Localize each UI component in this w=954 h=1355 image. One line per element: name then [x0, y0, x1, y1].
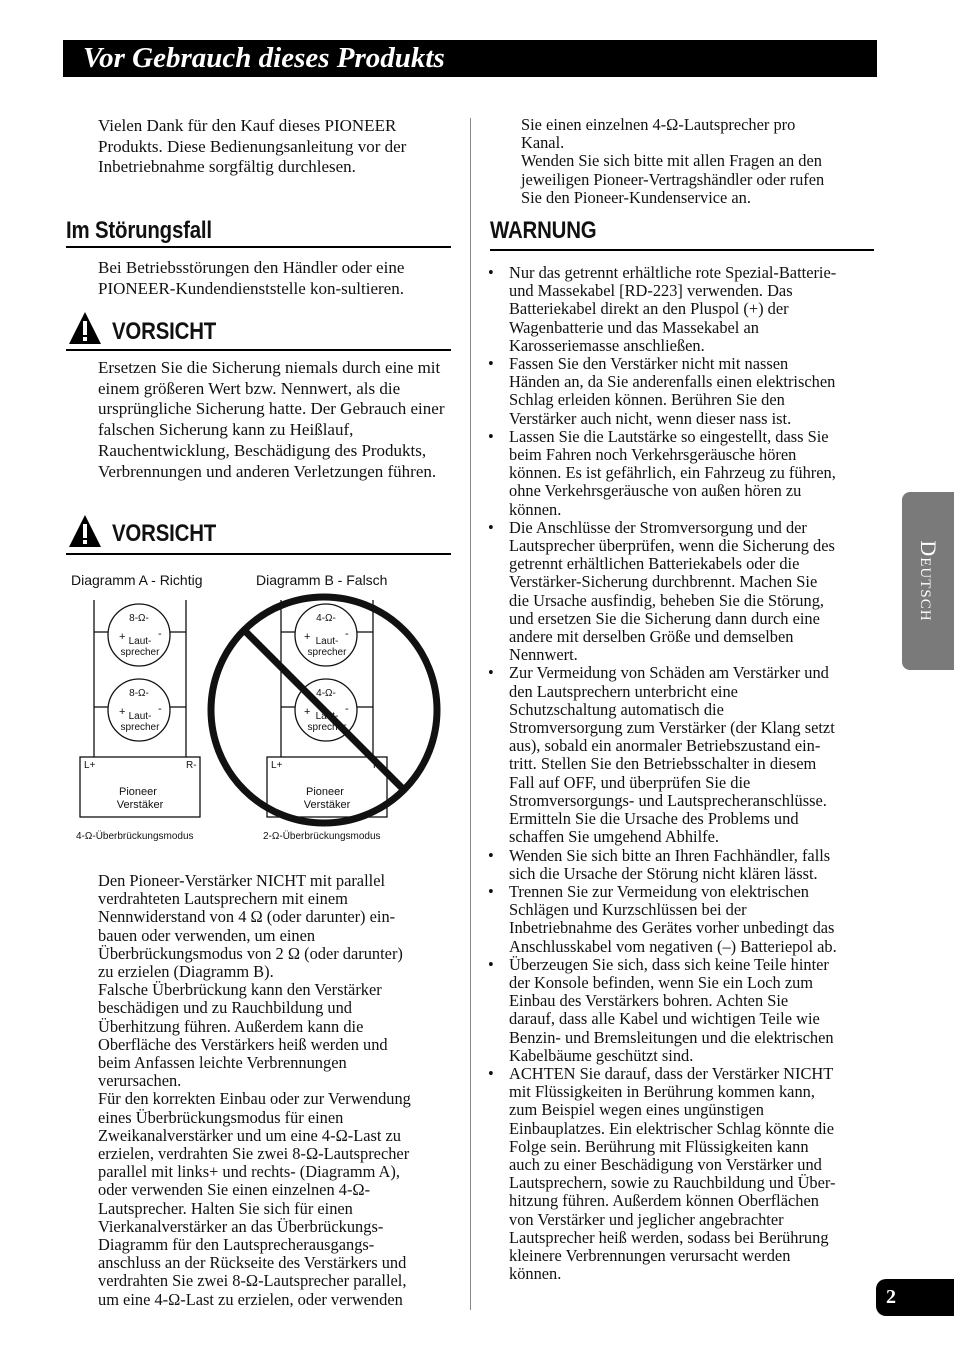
- text-line: Wagenbatterie und das Massekabel an: [509, 317, 759, 337]
- text-line: verursachen.: [98, 1071, 182, 1091]
- text-line: Schlägen und Kurzschlüssen bei der: [509, 900, 747, 920]
- warnung-item: [486, 956, 876, 1065]
- text-line: Kanal.: [521, 133, 565, 153]
- text-line: eines Überbrückungsmodus für einen: [98, 1107, 344, 1127]
- text-line: um eine 4-Ω-Last zu erzielen, oder verwenden: [98, 1289, 403, 1309]
- speaker-label: Laut-: [128, 711, 152, 722]
- speaker-minus: -: [158, 628, 162, 640]
- text-line: zu erzielen (Diagramm B).: [98, 962, 274, 981]
- text-line: hitzung führen. Außerdem können Oberflächen: [509, 1191, 819, 1211]
- speaker-ohm: 8-Ω-: [129, 613, 149, 624]
- terminal-r-minus: R-: [373, 760, 384, 771]
- text-line: Zweikanalverstärker und um eine 4-Ω-Last zu: [98, 1125, 401, 1145]
- text-line: Verstärker auch nicht, wenn dieser nass ist.: [509, 408, 792, 428]
- text-line: Karosseriemasse anschließen.: [509, 335, 705, 355]
- speaker-minus: -: [345, 628, 349, 640]
- text-line: erzielen, verdrahten Sie zwei 8-Ω-Lautsprecher: [98, 1144, 410, 1163]
- speaker-label: Laut-: [128, 636, 152, 647]
- text-line: • ACHTEN Sie darauf, dass der Verstärker NICHT: [509, 1063, 834, 1083]
- column-divider: [470, 118, 471, 1310]
- terminal-l-plus: L+: [271, 760, 283, 771]
- heading-vorsicht-2: VORSICHT: [112, 520, 217, 547]
- amp-label: Verstäker: [116, 799, 164, 811]
- speaker-label: sprecher: [307, 647, 347, 658]
- text-line: • Fassen Sie den Verstärker nicht mit nassen: [509, 354, 789, 374]
- heading-rule: [490, 249, 874, 251]
- text-line: Inbetriebnahme des Gerätes vorher unbedingt das: [509, 918, 835, 938]
- text-line: • Zur Vermeidung von Schäden am Verstärker und: [509, 663, 829, 683]
- page-number-box: [876, 1279, 954, 1316]
- text-line: Den Pioneer-Verstärker NICHT mit parallel: [98, 871, 386, 890]
- speaker-ohm: 8-Ω-: [129, 688, 149, 699]
- text-line: Händen an, da Sie anderenfalls einen elektrischen: [509, 372, 836, 392]
- diagram-a-mode: 4-Ω-Überbrückungsmodus: [76, 831, 194, 842]
- text-line: • Die Anschlüsse der Stromversorgung und der: [509, 517, 807, 537]
- speaker-label: Laut-: [315, 636, 339, 647]
- diagram-b-mode: 2-Ω-Überbrückungsmodus: [263, 831, 381, 842]
- text-line: Einbauplatzes. Ein elektrischer Schlag könnte die: [509, 1118, 834, 1138]
- text-line: ohne Verkehrsgeräusche von außen hören zu: [509, 481, 802, 501]
- amp-label: Pioneer: [119, 786, 157, 798]
- terminal-l-plus: L+: [84, 760, 96, 771]
- heading-rule: [66, 246, 451, 248]
- vorsicht-1-text: Ersetzen Sie die Sicherung niemals durch eine mit einem größeren Wert bzw. Nennwert, als die ursprüngliche Sicherung hatte. Der Gebrauch einer falschen Sicherung kann zu Heißlauf, Rauchentwicklung, Beschädigung des Produkts, Verbrennungen und anderen Verletzungen führen.: [98, 358, 445, 481]
- stoerungsfall-text: Bei Betriebsstörungen den Händler oder eine PIONEER-Kundendienststelle kon-sultieren.: [98, 258, 405, 298]
- warnung-item: [486, 264, 876, 355]
- text-line: der Konsole befinden, wenn Sie ein Loch zum: [509, 972, 814, 992]
- text-line: • Lassen Sie die Lautstärke so eingestellt, dass Sie: [509, 426, 829, 446]
- text-line: können. Es ist gefährlich, ein Fahrzeug zu führen,: [509, 463, 836, 483]
- text-line: Wenden Sie sich bitte mit allen Fragen an den: [521, 151, 822, 171]
- text-line: sich die Ursache der Störung nicht klären lässt.: [509, 863, 818, 883]
- text-line: Überhitzung führen. Außerdem kann die: [98, 1016, 364, 1036]
- text-line: Sie einen einzelnen 4-Ω-Lautsprecher pro: [521, 115, 796, 134]
- text-line: Anschlusskabel vom negativen (–) Batteriepol ab.: [509, 936, 837, 956]
- speaker-plus: +: [119, 706, 126, 718]
- heading-rule: [66, 349, 451, 351]
- heading-warnung: WARNUNG: [490, 217, 597, 244]
- text-line: • Wenden Sie sich bitte an Ihren Fachhändler, falls: [509, 845, 831, 865]
- text-line: Überbrückungsmodus von 2 Ω (oder darunter): [98, 943, 403, 963]
- speaker-wiring-diagram: [66, 560, 456, 860]
- speaker-label: Laut-: [315, 711, 339, 722]
- warnung-item: [486, 847, 876, 883]
- text-line: darauf, dass alle Kabel und wichtigen Teile wie: [509, 1009, 820, 1029]
- text-line: und Massekabel [RD-223] verwenden. Das: [509, 281, 793, 301]
- text-line: verdrahten Sie zwei 8-Ω-Lautsprecher parallel,: [98, 1271, 407, 1291]
- speaker-plus: +: [119, 631, 126, 643]
- text-line: Sie den Pioneer-Kundenservice an.: [521, 187, 751, 207]
- text-line: mit Flüssigkeiten in Berührung kommen kann,: [509, 1082, 815, 1102]
- text-line: Für den korrekten Einbau oder zur Verwendung: [98, 1089, 411, 1109]
- text-line: Vierkanalverstärker an das Überbrückungs-: [98, 1216, 384, 1236]
- text-line: oder verwenden Sie einen einzelnen 4-Ω-: [98, 1180, 371, 1200]
- intro-text: Vielen Dank für den Kauf dieses PIONEER Produkts. Diese Bedienungsanleitung vor der Inbetriebnahme sorgfältig durchlesen.: [98, 116, 407, 177]
- text-line: den Lautsprechern unterbricht eine: [509, 681, 738, 701]
- warning-triangle-icon: [68, 311, 102, 345]
- text-line: beschädigen und zu Rauchbildung und: [98, 998, 352, 1018]
- language-tab: [902, 492, 954, 670]
- text-line: schaffen Sie umgehend Abhilfe.: [509, 827, 719, 847]
- text-line: die Ursache ausfindig, beheben Sie die Störung,: [509, 590, 824, 610]
- warning-triangle-icon: [68, 514, 102, 548]
- text-line: Falsche Überbrückung kann den Verstärker: [98, 980, 382, 1000]
- text-line: anschluss an der Rückseite des Verstärkers und: [98, 1253, 407, 1273]
- text-line: Benzin- und Bremsleitungen und die elektrischen: [509, 1027, 834, 1047]
- speaker-ohm: 4-Ω-: [316, 613, 336, 624]
- text-line: parallel mit links+ und rechts- (Diagramm A),: [98, 1162, 400, 1182]
- text-line: • Nur das getrennt erhältliche rote Spezial-Batterie-: [509, 263, 837, 282]
- amp-label: Verstäker: [303, 799, 351, 811]
- text-line: Lautsprecher. Halten Sie sich für einen: [98, 1198, 353, 1218]
- speaker-plus: +: [304, 631, 311, 643]
- text-line: Lautsprechern, sowie zu Rauchbildung und Über-: [509, 1173, 836, 1193]
- text-line: • Trennen Sie zur Vermeidung von elektrischen: [509, 881, 809, 901]
- warnung-item: [486, 664, 876, 846]
- speaker-minus: -: [158, 703, 162, 715]
- text-line: Lautsprecher heiß werden, sodass bei Berührung: [509, 1227, 829, 1247]
- text-line: Kabelbäume geschützt sind.: [509, 1045, 694, 1065]
- text-line: Nennwert.: [509, 645, 578, 665]
- speaker-label: sprecher: [120, 647, 160, 658]
- speaker-label: sprecher: [307, 722, 347, 733]
- text-line: Schlag erleiden können. Berühren Sie den: [509, 390, 785, 410]
- warnung-item: [486, 883, 876, 956]
- text-line: Fall auf OFF, und überprüfen Sie die: [509, 772, 751, 792]
- terminal-r-minus: R-: [186, 760, 197, 771]
- warnung-item: [486, 519, 876, 665]
- text-line: Verstärker-Sicherung durchbrennt. Machen Sie: [509, 572, 818, 592]
- warnung-item: [486, 1065, 876, 1283]
- text-line: • Überzeugen Sie sich, dass sich keine Teile hinter: [509, 954, 829, 974]
- text-line: auch zu einer Beschädigung von Verstärker und: [509, 1154, 822, 1174]
- title-bar: [63, 40, 877, 77]
- text-line: tritt. Stellen Sie den Betriebsschalter in diesem: [509, 754, 817, 774]
- text-line: Ermitteln Sie die Ursache des Problems und: [509, 809, 799, 829]
- language-tab-label: Deutsch: [916, 540, 941, 622]
- text-line: Stromversorgungs- und Lautsprecheranschlüsse.: [509, 790, 827, 810]
- page-number: 2: [886, 1286, 896, 1308]
- amp-label: Pioneer: [306, 786, 344, 798]
- warnung-item: [486, 428, 876, 519]
- text-line: können.: [509, 499, 562, 519]
- text-line: andere mit derselben Größe und demselben: [509, 627, 794, 647]
- text-line: kleinere Verbrennungen verursacht werden: [509, 1245, 791, 1265]
- text-line: aus), sobald ein anormaler Betriebszustand ein-: [509, 736, 821, 756]
- text-line: getrennt erhältlichen Batteriekabels oder die: [509, 554, 800, 574]
- text-line: verdrahteten Lautsprechern mit einem: [98, 889, 348, 909]
- warnung-item: [486, 355, 876, 428]
- text-line: Stromversorgung zum Verstärker (der Klang setzt: [509, 718, 835, 738]
- diagram-a: [80, 600, 200, 817]
- text-line: jeweiligen Pioneer-Vertragshändler oder rufen: [521, 169, 825, 189]
- text-line: bauen oder verwenden, um einen: [98, 925, 316, 945]
- text-line: Nennwiderstand von 4 Ω (oder darunter) ein-: [98, 907, 396, 927]
- text-line: zum Beispiel wegen eines ungünstigen: [509, 1100, 764, 1120]
- text-line: können.: [509, 1264, 562, 1284]
- diagram-b-label: Diagramm B - Falsch: [256, 572, 388, 588]
- speaker-plus: +: [304, 706, 311, 718]
- speaker-minus: -: [345, 703, 349, 715]
- text-line: Lautsprecher überprüfen, wenn die Sicherung des: [509, 536, 835, 556]
- warnung-list: [486, 264, 876, 1283]
- text-line: Folge sein. Berührung mit Flüssigkeiten kann: [509, 1136, 809, 1156]
- page-title: Vor Gebrauch dieses Produkts: [83, 42, 445, 74]
- text-line: beim Anfassen leichte Verbrennungen: [98, 1053, 347, 1072]
- speaker-label: sprecher: [120, 722, 160, 733]
- text-line: und ersetzen Sie die Sicherung dann durch eine: [509, 608, 820, 628]
- text-line: Batteriekabel direkt an den Pluspol (+) der: [509, 299, 789, 319]
- heading-vorsicht-1: VORSICHT: [112, 318, 217, 345]
- text-line: beim Fahren noch Verkehrsgeräusche hören: [509, 445, 797, 465]
- text-line: Einbau des Verstärkers bohren. Achten Sie: [509, 991, 789, 1011]
- diagram-a-label: Diagramm A - Richtig: [71, 572, 203, 588]
- speaker-ohm: 4-Ω-: [316, 688, 336, 699]
- heading-rule: [66, 553, 451, 555]
- text-line: Diagramm für den Lautsprecherausgangs-: [98, 1235, 375, 1254]
- heading-stoerungsfall: Im Störungsfall: [66, 217, 212, 244]
- text-line: von Verstärker und jeglicher angebrachter: [509, 1209, 784, 1229]
- text-line: Oberfläche des Verstärkers heiß werden und: [98, 1034, 388, 1054]
- text-line: Schutzschaltung automatisch die: [509, 699, 724, 719]
